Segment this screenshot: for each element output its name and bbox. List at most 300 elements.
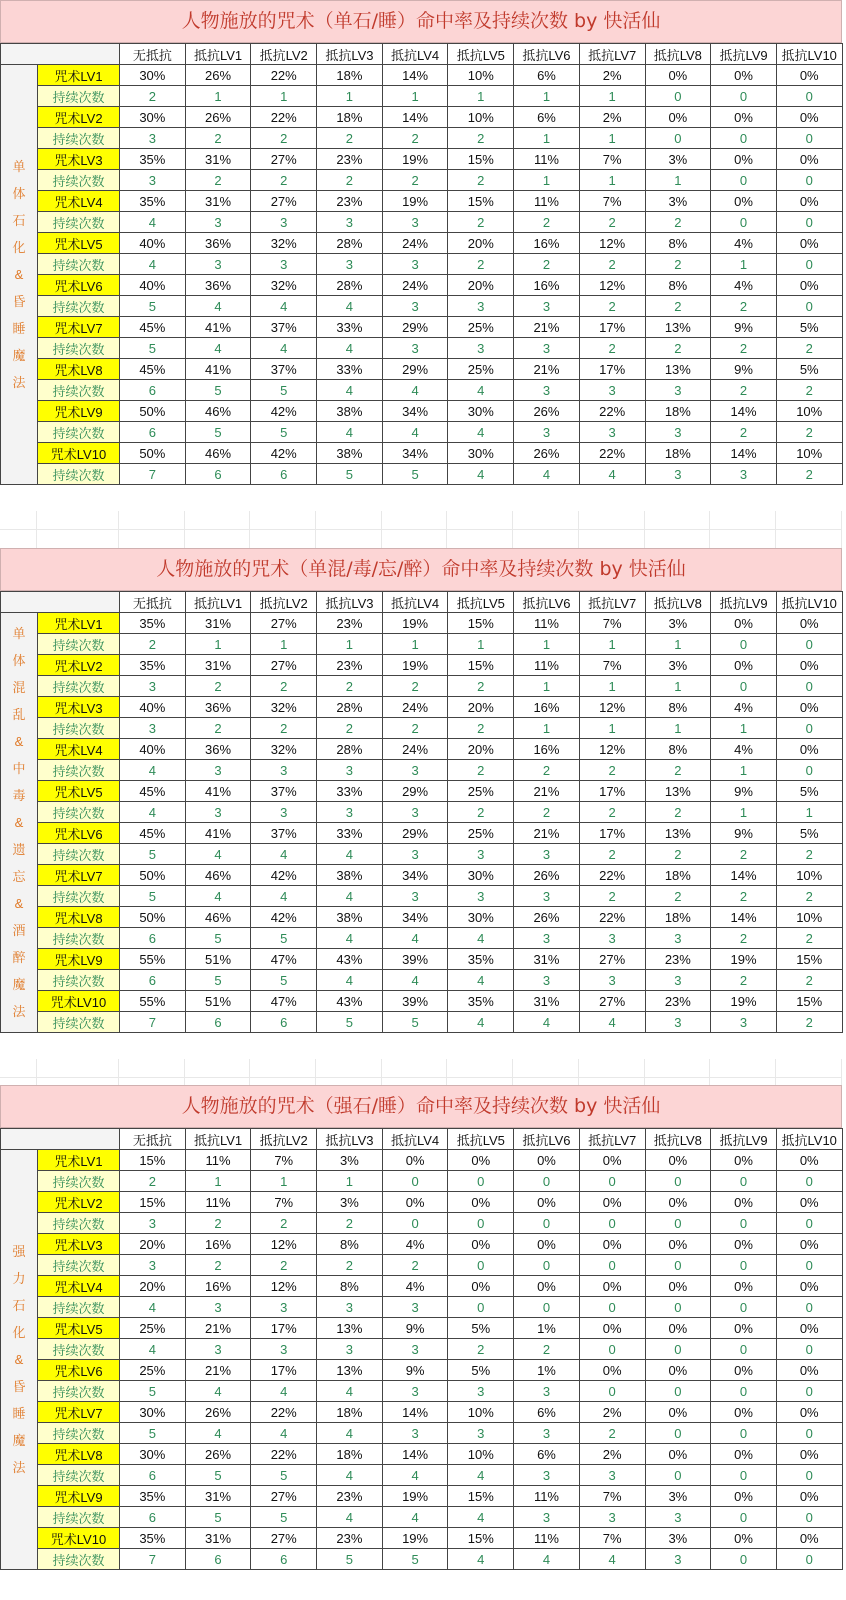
hit-rate-cell: 45%	[120, 359, 186, 380]
hit-rate-cell: 1%	[514, 1318, 580, 1339]
hit-rate-cell: 3%	[645, 191, 711, 212]
side-label-char: 化	[12, 240, 26, 255]
duration-cell: 3	[448, 886, 514, 907]
spell-level-label: 咒术LV7	[38, 865, 120, 886]
hit-rate-cell: 32%	[251, 739, 317, 760]
duration-cell: 3	[317, 760, 383, 781]
duration-cell: 0	[776, 1213, 842, 1234]
duration-cell: 4	[317, 1507, 383, 1528]
hit-rate-cell: 27%	[579, 991, 645, 1012]
hit-rate-cell: 27%	[251, 655, 317, 676]
side-label-char: 醉	[12, 950, 26, 965]
duration-cell: 2	[448, 170, 514, 191]
duration-cell: 0	[776, 254, 842, 275]
duration-cell: 4	[382, 380, 448, 401]
spell-level-label: 咒术LV9	[38, 949, 120, 970]
hit-rate-cell: 19%	[711, 991, 777, 1012]
duration-cell: 3	[514, 928, 580, 949]
table-row	[1, 613, 843, 634]
duration-cell: 4	[120, 760, 186, 781]
hit-rate-cell: 50%	[120, 865, 186, 886]
table-row	[1, 739, 843, 760]
side-label-char: &	[14, 896, 24, 911]
duration-cell: 0	[514, 1213, 580, 1234]
duration-cell: 2	[514, 212, 580, 233]
duration-cell: 6	[120, 970, 186, 991]
hit-rate-cell: 17%	[251, 1318, 317, 1339]
side-label-char: 法	[12, 1004, 26, 1019]
duration-cell: 4	[448, 464, 514, 485]
duration-cell: 5	[120, 886, 186, 907]
duration-cell: 2	[382, 170, 448, 191]
duration-cell: 1	[514, 634, 580, 655]
hit-rate-cell: 3%	[645, 655, 711, 676]
duration-cell: 4	[317, 422, 383, 443]
spell-level-label: 咒术LV2	[38, 655, 120, 676]
table-row	[1, 907, 843, 928]
spell-level-label: 咒术LV2	[38, 1192, 120, 1213]
duration-cell: 1	[579, 634, 645, 655]
hit-rate-cell: 11%	[514, 655, 580, 676]
duration-cell: 2	[514, 254, 580, 275]
duration-cell: 2	[185, 1255, 251, 1276]
duration-cell: 5	[185, 422, 251, 443]
duration-cell: 2	[579, 760, 645, 781]
hit-rate-cell: 27%	[251, 1528, 317, 1549]
duration-cell: 4	[317, 1423, 383, 1444]
hit-rate-cell: 15%	[448, 191, 514, 212]
side-label-char: 强	[12, 1244, 26, 1259]
side-label-char: 睡	[12, 1406, 26, 1421]
duration-cell: 1	[579, 86, 645, 107]
side-label-char: 昏	[12, 294, 26, 309]
table-row	[1, 991, 843, 1012]
duration-cell: 2	[448, 760, 514, 781]
duration-label: 持续次数	[38, 1255, 120, 1276]
duration-cell: 2	[317, 1255, 383, 1276]
hit-rate-cell: 0%	[382, 1150, 448, 1171]
table-row	[1, 865, 843, 886]
duration-cell: 3	[120, 718, 186, 739]
duration-cell: 3	[185, 760, 251, 781]
column-header: 抵抗LV9	[711, 44, 777, 65]
column-header: 抵抗LV4	[382, 592, 448, 613]
duration-cell: 3	[317, 212, 383, 233]
hit-rate-cell: 30%	[120, 1402, 186, 1423]
duration-cell: 2	[251, 718, 317, 739]
table-row	[1, 1507, 843, 1528]
duration-label: 持续次数	[38, 170, 120, 191]
hit-rate-cell: 55%	[120, 991, 186, 1012]
hit-rate-cell: 23%	[645, 991, 711, 1012]
hit-rate-cell: 30%	[448, 401, 514, 422]
hit-rate-cell: 16%	[514, 739, 580, 760]
duration-cell: 0	[579, 1381, 645, 1402]
duration-cell: 4	[185, 338, 251, 359]
duration-cell: 0	[711, 676, 777, 697]
duration-cell: 2	[514, 802, 580, 823]
duration-cell: 0	[514, 1297, 580, 1318]
duration-cell: 2	[251, 1255, 317, 1276]
duration-cell: 1	[185, 86, 251, 107]
hit-rate-cell: 18%	[645, 401, 711, 422]
hit-rate-cell: 28%	[317, 233, 383, 254]
hit-rate-cell: 2%	[579, 65, 645, 86]
hit-rate-cell: 0%	[711, 107, 777, 128]
duration-cell: 1	[579, 128, 645, 149]
hit-rate-cell: 31%	[185, 149, 251, 170]
hit-rate-cell: 0%	[776, 613, 842, 634]
hit-rate-cell: 0%	[711, 1192, 777, 1213]
duration-cell: 2	[448, 718, 514, 739]
duration-cell: 0	[711, 86, 777, 107]
spell-level-label: 咒术LV10	[38, 443, 120, 464]
column-header: 抵抗LV7	[579, 44, 645, 65]
hit-rate-cell: 25%	[120, 1360, 186, 1381]
side-label-char: 魔	[12, 1433, 26, 1448]
table-row	[1, 1528, 843, 1549]
duration-cell: 3	[120, 676, 186, 697]
duration-label: 持续次数	[38, 928, 120, 949]
duration-cell: 2	[317, 718, 383, 739]
duration-cell: 2	[579, 844, 645, 865]
duration-cell: 5	[251, 970, 317, 991]
duration-cell: 1	[251, 634, 317, 655]
duration-cell: 4	[514, 1549, 580, 1570]
duration-cell: 0	[776, 1507, 842, 1528]
duration-cell: 5	[251, 1465, 317, 1486]
duration-cell: 1	[317, 634, 383, 655]
duration-cell: 1	[514, 86, 580, 107]
hit-rate-cell: 15%	[120, 1150, 186, 1171]
table-row	[1, 781, 843, 802]
duration-cell: 0	[776, 1171, 842, 1192]
hit-rate-cell: 34%	[382, 907, 448, 928]
hit-rate-cell: 23%	[645, 949, 711, 970]
duration-cell: 2	[251, 676, 317, 697]
duration-cell: 1	[448, 86, 514, 107]
hit-rate-cell: 0%	[776, 1192, 842, 1213]
hit-rate-cell: 31%	[185, 191, 251, 212]
duration-cell: 6	[185, 1549, 251, 1570]
duration-cell: 1	[185, 1171, 251, 1192]
hit-rate-cell: 41%	[185, 317, 251, 338]
hit-rate-cell: 35%	[120, 655, 186, 676]
hit-rate-cell: 11%	[514, 149, 580, 170]
hit-rate-cell: 0%	[645, 1444, 711, 1465]
hit-rate-cell: 33%	[317, 781, 383, 802]
duration-label: 持续次数	[38, 886, 120, 907]
hit-rate-cell: 11%	[514, 613, 580, 634]
duration-cell: 1	[645, 634, 711, 655]
hit-rate-cell: 23%	[317, 191, 383, 212]
duration-cell: 7	[120, 464, 186, 485]
hit-rate-cell: 21%	[514, 823, 580, 844]
hit-rate-cell: 24%	[382, 275, 448, 296]
hit-rate-cell: 22%	[251, 65, 317, 86]
duration-cell: 4	[382, 422, 448, 443]
side-label-char: 昏	[12, 1379, 26, 1394]
hit-rate-cell: 15%	[776, 991, 842, 1012]
hit-rate-cell: 16%	[185, 1234, 251, 1255]
hit-rate-cell: 43%	[317, 991, 383, 1012]
header-corner	[1, 592, 120, 613]
hit-rate-cell: 32%	[251, 233, 317, 254]
duration-cell: 5	[251, 928, 317, 949]
duration-cell: 2	[448, 128, 514, 149]
hit-rate-cell: 2%	[579, 1444, 645, 1465]
hit-rate-cell: 19%	[382, 655, 448, 676]
hit-rate-cell: 2%	[579, 1402, 645, 1423]
hit-rate-cell: 15%	[448, 1486, 514, 1507]
duration-cell: 4	[448, 380, 514, 401]
column-header: 无抵抗	[120, 1129, 186, 1150]
duration-cell: 3	[514, 338, 580, 359]
table-row	[1, 970, 843, 991]
hit-rate-cell: 46%	[185, 401, 251, 422]
duration-cell: 2	[776, 338, 842, 359]
column-header: 抵抗LV6	[514, 592, 580, 613]
duration-cell: 3	[514, 380, 580, 401]
hit-rate-cell: 26%	[514, 443, 580, 464]
hit-rate-cell: 21%	[185, 1318, 251, 1339]
side-label-char: 魔	[12, 348, 26, 363]
table-row	[1, 1171, 843, 1192]
table-row	[1, 170, 843, 191]
duration-cell: 3	[645, 1549, 711, 1570]
spell-level-label: 咒术LV8	[38, 907, 120, 928]
hit-rate-cell: 0%	[776, 697, 842, 718]
hit-rate-cell: 10%	[448, 65, 514, 86]
hit-rate-cell: 20%	[448, 739, 514, 760]
hit-rate-cell: 3%	[645, 1528, 711, 1549]
hit-rate-cell: 10%	[776, 907, 842, 928]
duration-cell: 1	[514, 170, 580, 191]
duration-cell: 2	[711, 886, 777, 907]
hit-rate-cell: 0%	[514, 1276, 580, 1297]
duration-cell: 3	[120, 128, 186, 149]
duration-cell: 2	[317, 1213, 383, 1234]
hit-rate-cell: 12%	[579, 233, 645, 254]
duration-cell: 0	[448, 1255, 514, 1276]
hit-rate-cell: 20%	[448, 697, 514, 718]
duration-cell: 2	[185, 170, 251, 191]
hit-rate-cell: 11%	[185, 1192, 251, 1213]
duration-label: 持续次数	[38, 1297, 120, 1318]
hit-rate-cell: 0%	[711, 1444, 777, 1465]
duration-cell: 7	[120, 1012, 186, 1033]
duration-label: 持续次数	[38, 1012, 120, 1033]
hit-rate-cell: 36%	[185, 739, 251, 760]
hit-rate-cell: 33%	[317, 359, 383, 380]
hit-rate-cell: 17%	[579, 317, 645, 338]
hit-rate-cell: 27%	[251, 149, 317, 170]
duration-label: 持续次数	[38, 1507, 120, 1528]
duration-cell: 2	[185, 1213, 251, 1234]
hit-rate-cell: 6%	[514, 1402, 580, 1423]
duration-cell: 5	[382, 1012, 448, 1033]
hit-rate-cell: 0%	[645, 1276, 711, 1297]
duration-cell: 3	[645, 1012, 711, 1033]
hit-rate-cell: 32%	[251, 275, 317, 296]
hit-rate-cell: 29%	[382, 781, 448, 802]
duration-label: 持续次数	[38, 676, 120, 697]
duration-cell: 0	[645, 128, 711, 149]
duration-cell: 5	[317, 1012, 383, 1033]
column-header: 抵抗LV3	[317, 1129, 383, 1150]
hit-rate-cell: 0%	[448, 1192, 514, 1213]
hit-rate-cell: 12%	[579, 739, 645, 760]
spell-level-label: 咒术LV5	[38, 1318, 120, 1339]
hit-rate-cell: 24%	[382, 739, 448, 760]
duration-cell: 4	[448, 1465, 514, 1486]
hit-rate-cell: 19%	[711, 949, 777, 970]
duration-cell: 3	[448, 844, 514, 865]
hit-rate-cell: 39%	[382, 949, 448, 970]
header-corner	[1, 1129, 120, 1150]
hit-rate-cell: 30%	[448, 907, 514, 928]
duration-cell: 2	[645, 760, 711, 781]
hit-rate-cell: 28%	[317, 697, 383, 718]
hit-rate-cell: 29%	[382, 359, 448, 380]
duration-cell: 3	[579, 380, 645, 401]
duration-cell: 1	[251, 86, 317, 107]
column-header: 抵抗LV10	[776, 44, 842, 65]
duration-cell: 3	[382, 802, 448, 823]
table-row	[1, 1549, 843, 1570]
duration-cell: 0	[776, 1465, 842, 1486]
column-header: 抵抗LV5	[448, 592, 514, 613]
duration-cell: 3	[382, 1423, 448, 1444]
hit-rate-cell: 33%	[317, 317, 383, 338]
spell-level-label: 咒术LV10	[38, 991, 120, 1012]
hit-rate-cell: 5%	[448, 1360, 514, 1381]
hit-rate-cell: 26%	[514, 865, 580, 886]
column-header: 无抵抗	[120, 592, 186, 613]
section-title: 人物施放的咒术（单石/睡）命中率及持续次数 by 快活仙	[0, 0, 842, 43]
table-row	[1, 380, 843, 401]
hit-rate-cell: 40%	[120, 233, 186, 254]
duration-cell: 3	[711, 464, 777, 485]
hit-rate-cell: 41%	[185, 359, 251, 380]
duration-label: 持续次数	[38, 338, 120, 359]
duration-cell: 0	[711, 634, 777, 655]
hit-rate-cell: 0%	[711, 1486, 777, 1507]
duration-cell: 5	[185, 1507, 251, 1528]
hit-rate-cell: 17%	[251, 1360, 317, 1381]
spell-level-label: 咒术LV6	[38, 1360, 120, 1381]
column-header: 抵抗LV10	[776, 1129, 842, 1150]
duration-cell: 2	[776, 464, 842, 485]
duration-cell: 3	[514, 886, 580, 907]
hit-rate-cell: 51%	[185, 949, 251, 970]
hit-rate-cell: 23%	[317, 613, 383, 634]
hit-rate-cell: 0%	[776, 739, 842, 760]
duration-cell: 4	[120, 802, 186, 823]
hit-rate-cell: 18%	[317, 1444, 383, 1465]
duration-cell: 2	[711, 928, 777, 949]
duration-cell: 5	[382, 464, 448, 485]
duration-cell: 3	[185, 254, 251, 275]
duration-cell: 1	[382, 86, 448, 107]
hit-rate-cell: 0%	[776, 1444, 842, 1465]
duration-cell: 6	[251, 1549, 317, 1570]
duration-cell: 4	[120, 212, 186, 233]
hit-rate-cell: 50%	[120, 401, 186, 422]
hit-rate-cell: 11%	[185, 1150, 251, 1171]
table-row	[1, 212, 843, 233]
duration-cell: 4	[251, 1381, 317, 1402]
column-header: 抵抗LV9	[711, 1129, 777, 1150]
column-header: 抵抗LV8	[645, 44, 711, 65]
side-label-char: 体	[12, 653, 26, 668]
duration-cell: 4	[185, 844, 251, 865]
column-header: 抵抗LV4	[382, 44, 448, 65]
duration-cell: 4	[448, 422, 514, 443]
table-row	[1, 823, 843, 844]
hit-rate-cell: 7%	[579, 149, 645, 170]
empty-rows	[0, 511, 842, 549]
hit-rate-cell: 14%	[382, 1402, 448, 1423]
hit-rate-cell: 18%	[317, 65, 383, 86]
hit-rate-cell: 0%	[514, 1234, 580, 1255]
side-label-char: 单	[12, 159, 26, 174]
table-row	[1, 254, 843, 275]
duration-cell: 1	[251, 1171, 317, 1192]
table-row	[1, 191, 843, 212]
duration-cell: 2	[579, 254, 645, 275]
hit-rate-cell: 0%	[776, 1402, 842, 1423]
duration-cell: 0	[645, 1339, 711, 1360]
duration-cell: 0	[776, 1381, 842, 1402]
hit-rate-cell: 4%	[711, 233, 777, 254]
duration-cell: 2	[776, 886, 842, 907]
duration-cell: 2	[317, 128, 383, 149]
duration-cell: 3	[448, 1381, 514, 1402]
column-header: 抵抗LV5	[448, 1129, 514, 1150]
hit-rate-cell: 0%	[711, 1234, 777, 1255]
hit-rate-cell: 12%	[579, 697, 645, 718]
duration-cell: 2	[645, 802, 711, 823]
duration-cell: 4	[382, 928, 448, 949]
hit-rate-cell: 34%	[382, 401, 448, 422]
duration-cell: 4	[317, 1381, 383, 1402]
duration-cell: 3	[251, 802, 317, 823]
hit-rate-cell: 0%	[776, 1150, 842, 1171]
hit-rate-cell: 16%	[185, 1276, 251, 1297]
duration-label: 持续次数	[38, 970, 120, 991]
hit-rate-cell: 15%	[448, 149, 514, 170]
hit-rate-cell: 7%	[579, 191, 645, 212]
duration-cell: 4	[120, 1297, 186, 1318]
spell-level-label: 咒术LV6	[38, 275, 120, 296]
duration-label: 持续次数	[38, 254, 120, 275]
duration-label: 持续次数	[38, 1213, 120, 1234]
duration-cell: 2	[711, 422, 777, 443]
column-header: 抵抗LV8	[645, 1129, 711, 1150]
duration-cell: 5	[120, 844, 186, 865]
duration-cell: 3	[514, 1423, 580, 1444]
duration-label: 持续次数	[38, 86, 120, 107]
duration-label: 持续次数	[38, 1339, 120, 1360]
column-header: 无抵抗	[120, 44, 186, 65]
hit-rate-cell: 0%	[711, 149, 777, 170]
hit-rate-cell: 9%	[711, 781, 777, 802]
duration-cell: 6	[120, 928, 186, 949]
duration-cell: 2	[448, 676, 514, 697]
hit-rate-cell: 0%	[776, 191, 842, 212]
spell-level-label: 咒术LV4	[38, 739, 120, 760]
